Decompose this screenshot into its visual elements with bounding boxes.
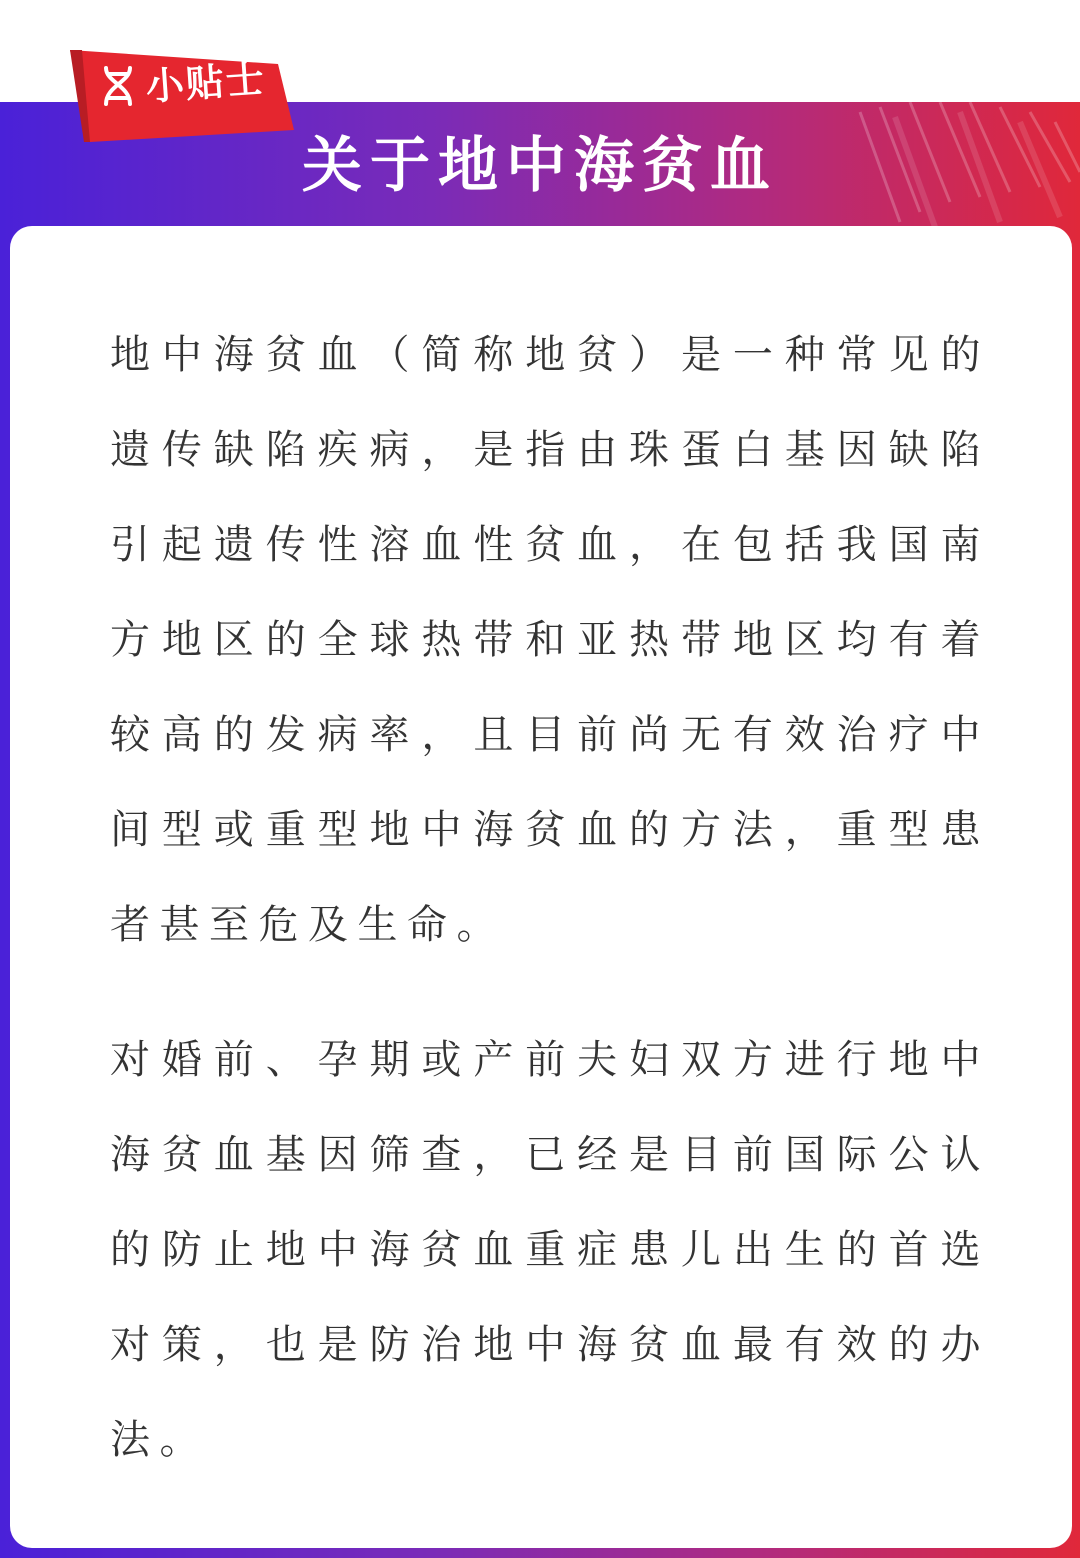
tag-label: 小贴士 (144, 56, 268, 109)
content-card (10, 226, 1072, 1548)
paragraph-intro: 地中海贫血（简称地贫）是一种常见的遗传缺陷疾病，是指由珠蛋白基因缺陷引起遗传性溶血性贫血，在包括我国南方地区的全球热带和亚热带地区均有着较高的发病率，且目前尚无有效治疗中间型或重型地中海贫血的方法，重型患者甚至危及生命。 (110, 332, 990, 948)
page-title: 关于地中海贫血 (302, 131, 778, 201)
paragraph-screening: 对婚前、孕期或产前夫妇双方进行地中海贫血基因筛查，已经是目前国际公认的防止地中海贫血重症患儿出生的首选对策，也是防治地中海贫血最有效的办法。 (110, 1037, 990, 1463)
dna-icon (100, 64, 136, 108)
tips-tag (64, 46, 300, 142)
